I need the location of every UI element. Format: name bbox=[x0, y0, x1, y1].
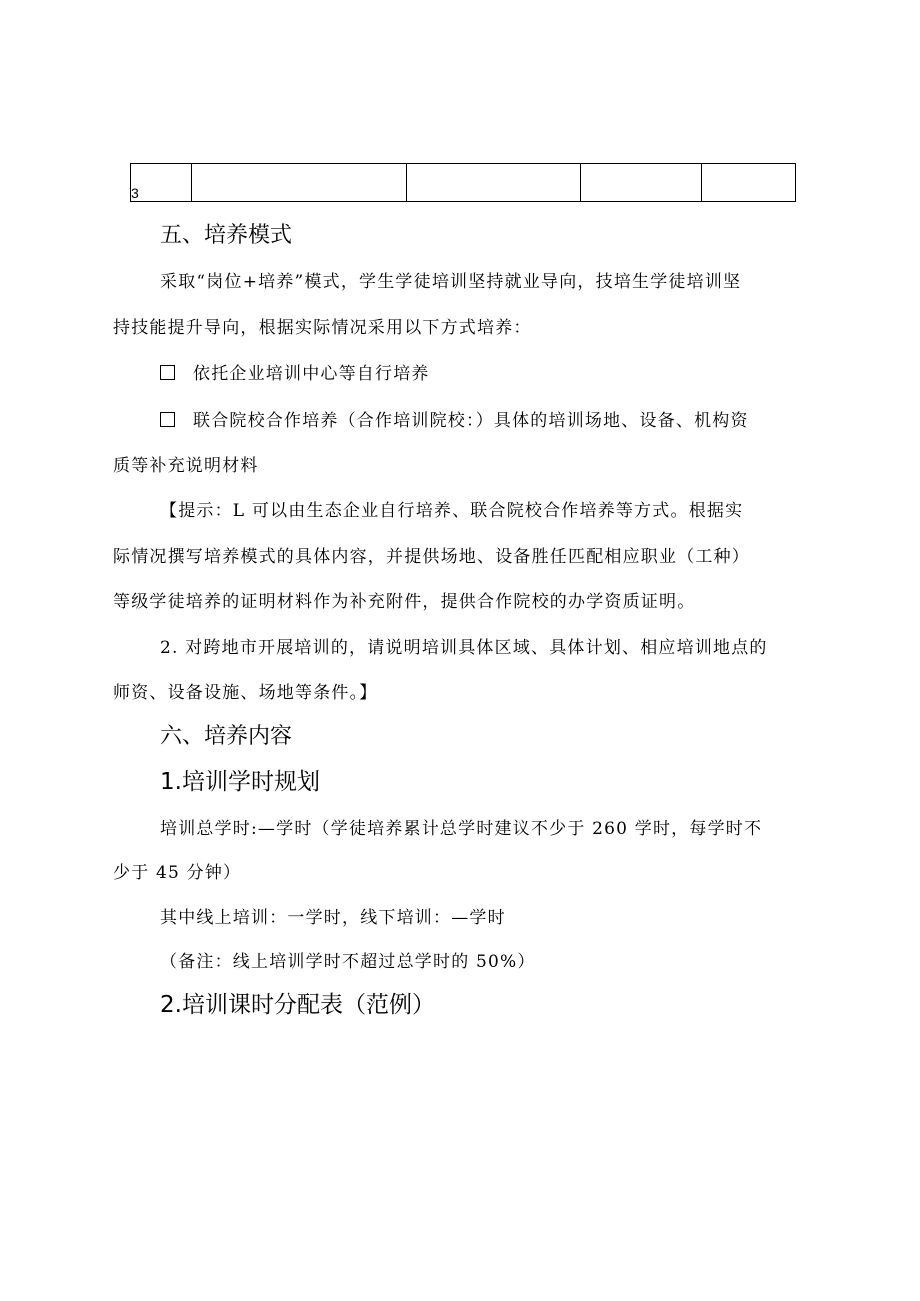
online-hours-note: （备注：线上培训学时不超过总学时的 50%） bbox=[160, 952, 536, 972]
table-cell bbox=[581, 164, 702, 202]
tip-line2: 际情况撰写培养模式的具体内容，并提供场地、设备胜任匹配相应职业（工种） bbox=[113, 547, 750, 567]
para1-line1: 采取“岗位+培养”模式，学生学徒培训坚持就业导向，技培生学徒培训坚 bbox=[160, 272, 742, 292]
tip2-line2: 师资、设备设施、场地等条件。】 bbox=[113, 683, 378, 703]
subsection-allocation-table: 2.培训课时分配表（范例） bbox=[160, 992, 435, 1018]
section5-heading: 五、培养模式 bbox=[160, 223, 293, 248]
online-offline-hours: 其中线上培训：一学时，线下培训：—学时 bbox=[160, 908, 506, 928]
hours-line1: 培训总学时:—学时（学徒培养累计总学时建议不少于 260 学时，每学时不 bbox=[160, 819, 763, 839]
option-joint-training bbox=[160, 406, 749, 431]
tip2-line1: 2. 对跨地市开展培训的，请说明培训具体区域、具体计划、相应培训地点的 bbox=[160, 638, 768, 658]
checkbox-icon[interactable] bbox=[160, 412, 175, 427]
hours-line2: 少于 45 分钟） bbox=[113, 863, 242, 883]
para1-line2: 持技能提升导向，根据实际情况采用以下方式培养： bbox=[113, 318, 532, 338]
table-cell bbox=[702, 164, 796, 202]
table-cell-index: 3 bbox=[131, 164, 192, 202]
option2-line2: 质等补充说明材料 bbox=[113, 456, 259, 476]
tip-line1: 【提示：L 可以由生态企业自行培养、联合院校合作培养等方式。根据实 bbox=[160, 501, 744, 521]
checkbox-icon[interactable] bbox=[160, 365, 175, 380]
option-self-training bbox=[160, 359, 430, 384]
table-row bbox=[131, 164, 796, 202]
table-cell bbox=[407, 164, 581, 202]
subsection-hours-plan: 1.培训学时规划 bbox=[160, 769, 320, 795]
option-label: 联合院校合作培养（合作培训院校：）具体的培训场地、设备、机构资 bbox=[193, 411, 749, 431]
section6-heading: 六、培养内容 bbox=[160, 724, 293, 749]
option-label: 依托企业培训中心等自行培养 bbox=[193, 364, 430, 384]
course-table-fragment bbox=[130, 163, 796, 202]
tip-line3: 等级学徒培养的证明材料作为补充附件，提供合作院校的办学资质证明。 bbox=[113, 592, 696, 612]
table-cell bbox=[192, 164, 407, 202]
